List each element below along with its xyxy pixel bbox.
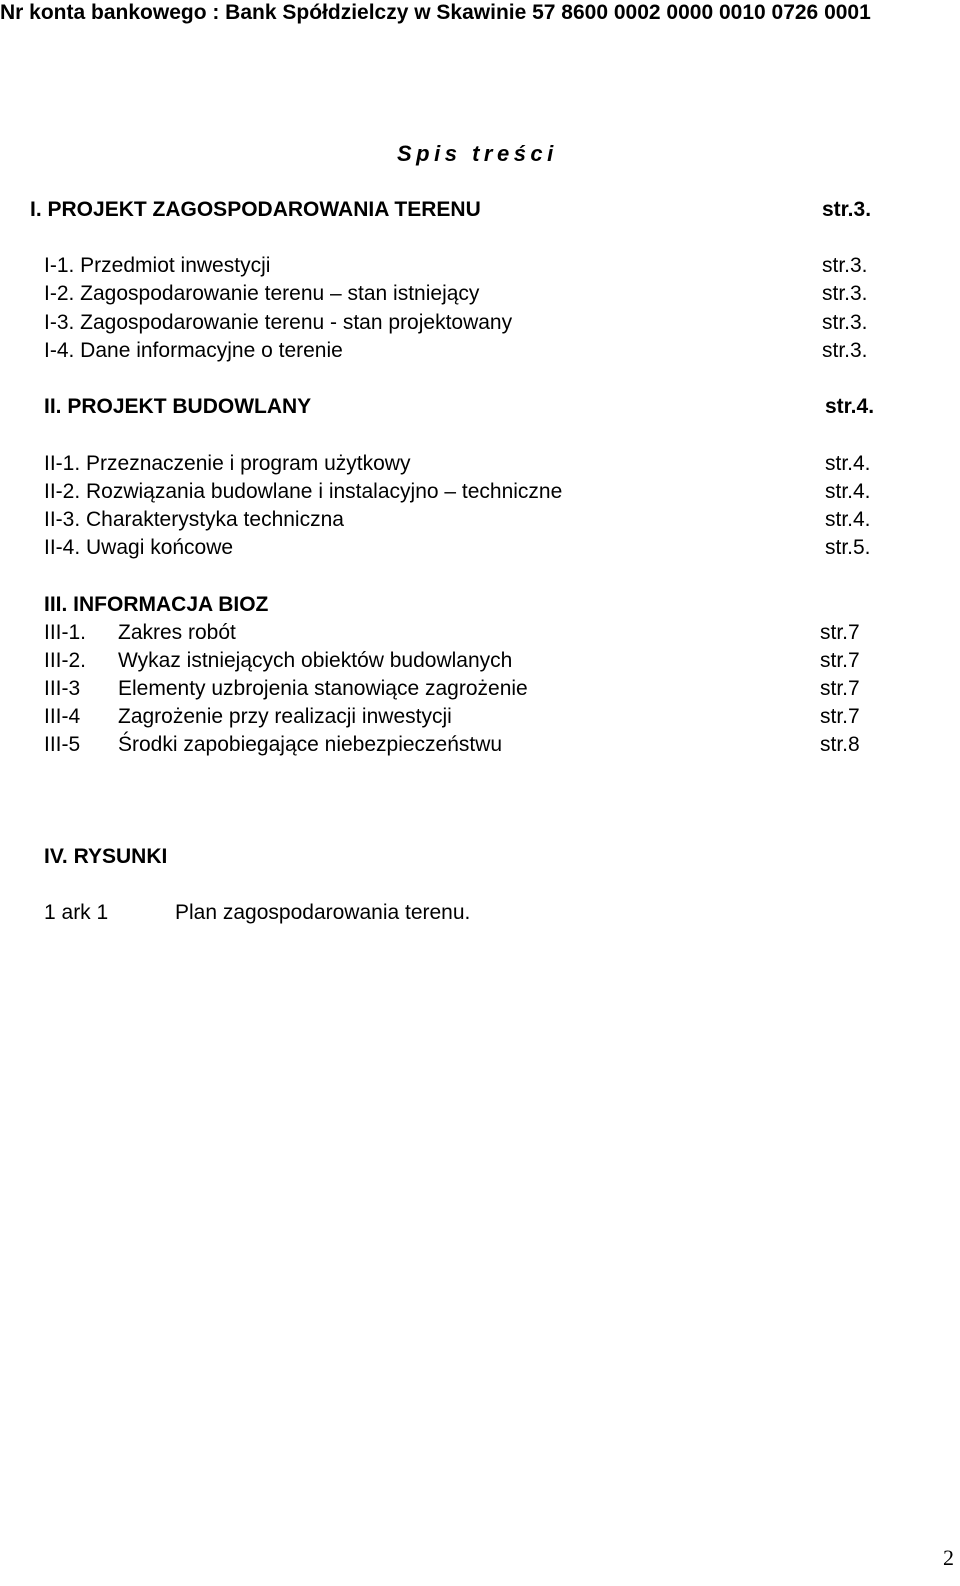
toc-section-heading <box>0 393 960 421</box>
toc-item <box>0 280 960 308</box>
toc-item-label: II-4. Uwagi końcowe <box>44 536 234 559</box>
toc-item-page: str.3. <box>822 254 868 277</box>
toc-item-label: I-1. Przedmiot inwestycji <box>44 254 271 277</box>
toc-item-label: II-2. Rozwiązania budowlane i instalacyjno – techniczne <box>44 480 563 503</box>
toc-item-number: III-4 <box>44 705 81 728</box>
toc-item-number: 1 ark 1 <box>44 901 109 924</box>
toc-item <box>0 252 960 280</box>
toc-item-label: I-2. Zagospodarowanie terenu – stan istniejący <box>44 282 480 305</box>
toc-item-label: II-3. Charakterystyka techniczna <box>44 508 344 531</box>
toc-item-page: str.7 <box>820 705 860 728</box>
toc-item-page: str.4. <box>825 480 871 503</box>
toc-item <box>0 534 960 562</box>
toc-item <box>0 309 960 337</box>
bank-account-header: Nr konta bankowego : Bank Spółdzielczy w Skawinie 57 8600 0002 0000 0010 0726 0001 <box>0 1 871 24</box>
toc-item-page: str.3. <box>822 311 868 334</box>
toc-item-label: Plan zagospodarowania terenu. <box>175 901 471 924</box>
section-heading-page: str.4. <box>825 395 875 418</box>
toc-item-label: Środki zapobiegające niebezpieczeństwu <box>118 733 503 756</box>
section-heading-label: I. PROJEKT ZAGOSPODAROWANIA TERENU <box>30 198 481 221</box>
section-heading-label: III. INFORMACJA BIOZ <box>44 593 269 616</box>
toc-item <box>0 337 960 365</box>
section-heading-label: II. PROJEKT BUDOWLANY <box>44 395 312 418</box>
toc-section-heading <box>0 196 960 224</box>
toc-item-page: str.7 <box>820 621 860 644</box>
toc-title: Spis treści <box>397 141 558 166</box>
toc-item <box>0 899 960 927</box>
section-heading-label: IV. RYSUNKI <box>44 845 168 868</box>
toc-item-label: Wykaz istniejących obiektów budowlanych <box>118 649 513 672</box>
toc-item-page: str.4. <box>825 452 871 475</box>
toc-item-label: II-1. Przeznaczenie i program użytkowy <box>44 452 411 475</box>
toc-item <box>0 675 960 703</box>
toc-item <box>0 478 960 506</box>
page-number: 2 <box>943 1545 954 1570</box>
toc-item <box>0 731 960 759</box>
toc-section-heading <box>0 591 960 619</box>
section-heading-page: str.3. <box>822 198 872 221</box>
toc-item-label: I-3. Zagospodarowanie terenu - stan projektowany <box>44 311 513 334</box>
toc-item-label: I-4. Dane informacyjne o terenie <box>44 339 343 362</box>
toc-item <box>0 619 960 647</box>
toc-section-heading <box>0 843 960 871</box>
toc-item-page: str.3. <box>822 339 868 362</box>
toc-item-label: Elementy uzbrojenia stanowiące zagrożenie <box>118 677 528 700</box>
toc-item-number: III-1. <box>44 621 87 644</box>
toc-item-page: str.7 <box>820 649 860 672</box>
toc-item-page: str.4. <box>825 508 871 531</box>
toc-item-number: III-2. <box>44 649 87 672</box>
toc-item-number: III-3 <box>44 677 81 700</box>
toc-item-number: III-5 <box>44 733 81 756</box>
toc-item-label: Zagrożenie przy realizacji inwestycji <box>118 705 452 728</box>
toc-item-page: str.7 <box>820 677 860 700</box>
toc-item-label: Zakres robót <box>118 621 236 644</box>
toc-item <box>0 647 960 675</box>
toc-item-page: str.3. <box>822 282 868 305</box>
toc-item <box>0 506 960 534</box>
toc-item <box>0 450 960 478</box>
toc-item <box>0 703 960 731</box>
toc-item-page: str.8 <box>820 733 860 756</box>
toc-item-page: str.5. <box>825 536 871 559</box>
